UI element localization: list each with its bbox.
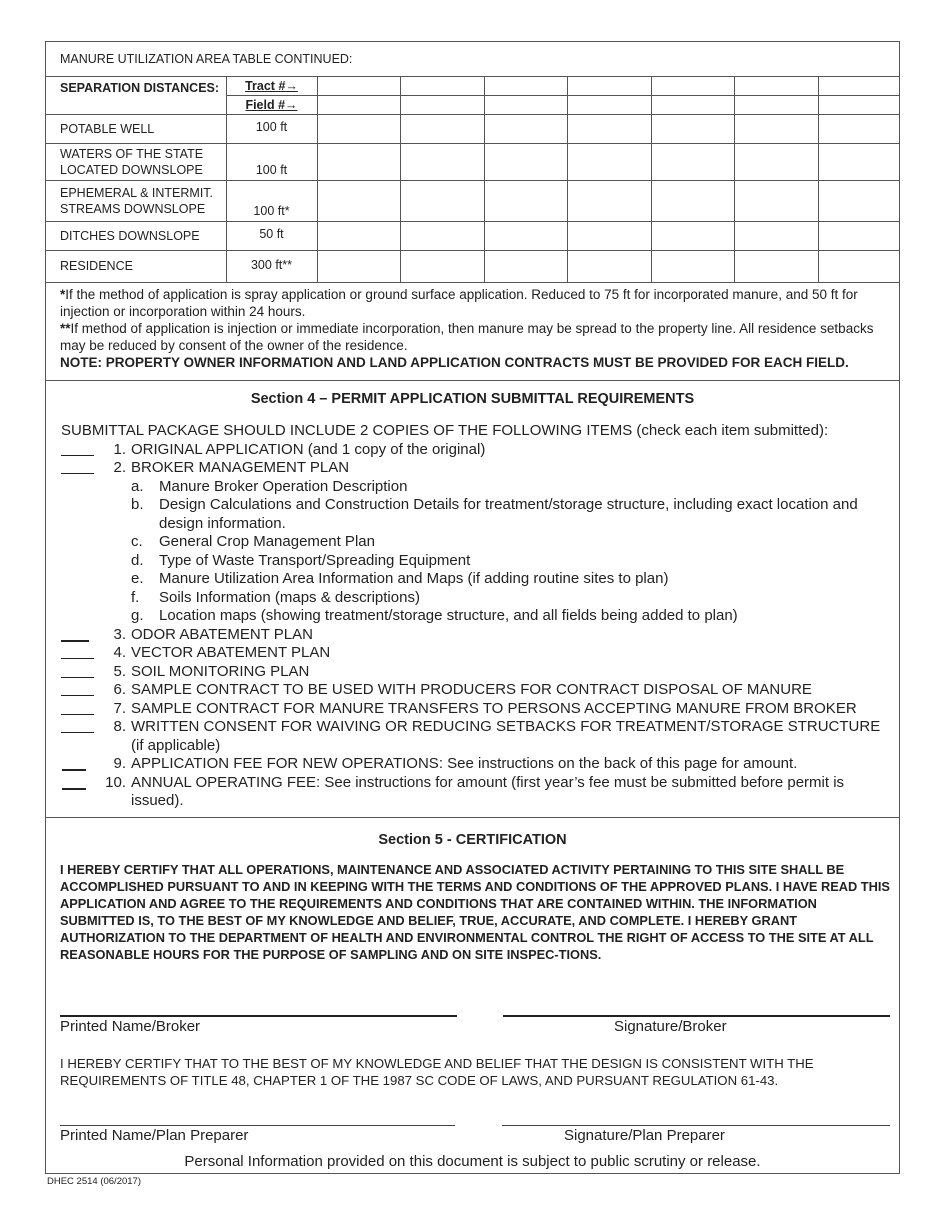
- list-item: [56, 644, 896, 663]
- item-number: 7.: [113, 699, 126, 717]
- list-item: [56, 626, 896, 645]
- field-label: Field #→: [226, 95, 317, 114]
- item-text: APPLICATION FEE FOR NEW OPERATIONS: See instructions on the back of this page for amount.: [131, 755, 798, 772]
- row-label-line: WATERS OF THE STATE: [60, 146, 204, 161]
- entry-cell[interactable]: [818, 143, 899, 180]
- item-number: 8.: [113, 718, 126, 735]
- entry-cell[interactable]: [400, 180, 484, 221]
- row-label: POTABLE WELL: [46, 114, 226, 143]
- sub-text: Design Calculations and Construction Details for treatment/storage structure, including exact location and design information.: [159, 496, 858, 532]
- check-blank[interactable]: [61, 658, 94, 659]
- sub-item: [56, 570, 896, 589]
- printed-name-preparer-label: Printed Name/Plan Preparer: [60, 1127, 249, 1144]
- tract-label: Tract #→: [226, 76, 317, 95]
- field-cell[interactable]: [484, 95, 567, 114]
- separation-distance-table: [46, 42, 899, 283]
- item-text: ANNUAL OPERATING FEE: See instructions for amount (first year’s fee must be submitted before permit is issued).: [131, 773, 845, 809]
- entry-cell[interactable]: [734, 250, 818, 282]
- item-text: WRITTEN CONSENT FOR WAIVING OR REDUCING SETBACKS FOR TREATMENT/STORAGE STRUCTURE (if applicable): [131, 718, 881, 754]
- tract-cell[interactable]: [651, 76, 734, 95]
- sub-item: [56, 589, 896, 608]
- row-label: [46, 143, 226, 180]
- list-item: [56, 755, 896, 774]
- check-blank[interactable]: [61, 677, 94, 678]
- section5-title: Section 5 - CERTIFICATION: [378, 832, 567, 848]
- entry-cell[interactable]: [400, 143, 484, 180]
- entry-cell[interactable]: [567, 114, 651, 143]
- entry-cell[interactable]: [734, 180, 818, 221]
- footnotes: [60, 286, 890, 371]
- entry-cell[interactable]: [400, 221, 484, 250]
- check-blank[interactable]: [61, 695, 94, 696]
- separation-header: SEPARATION DISTANCES:: [46, 76, 226, 114]
- divider: [46, 817, 899, 818]
- section4-title: Section 4 – PERMIT APPLICATION SUBMITTAL REQUIREMENTS: [250, 391, 695, 407]
- check-blank[interactable]: [62, 769, 86, 771]
- entry-cell[interactable]: [818, 221, 899, 250]
- row-distance: 100 ft: [226, 114, 317, 143]
- field-cell[interactable]: [818, 95, 899, 114]
- row-label-line: LOCATED DOWNSLOPE: [60, 162, 203, 177]
- entry-cell[interactable]: [567, 250, 651, 282]
- certification-text: I HEREBY CERTIFY THAT ALL OPERATIONS, MAINTENANCE AND ASSOCIATED ACTIVITY PERTAINING TO THIS SITE SHALL BE ACCOMPLISHED PURSUANT TO AND IN KEEPING WITH THE TERMS AND CONDITIONS OF THE APPROVED PLANS. I HAVE READ THIS APPLICATION AND AGREE TO THE REQUIREMENTS AND CONDITIONS THAT ARE CONTAINED WITHIN. THE INFORMATION SUBMITTED IS, TO THE BEST OF MY KNOWLEDGE AND BELIEF, TRUE, ACCURATE, AND COMPLETE. I HEREBY GRANT AUTHORIZATION TO THE DEPARTMENT OF HEALTH AND ENVIRONMENTAL CONTROL THE RIGHT OF ACCESS TO THE SITE AT ALL REASONABLE HOURS FOR THE PURPOSE OF SAMPLING AND ON SITE INSPEC-TIONS.: [60, 862, 890, 962]
- field-cell[interactable]: [317, 95, 400, 114]
- row-label: RESIDENCE: [46, 250, 226, 282]
- entry-cell[interactable]: [317, 221, 400, 250]
- sub-item: [56, 478, 896, 497]
- item-number: 9.: [113, 755, 126, 772]
- footnote-2: [60, 320, 890, 354]
- signature-broker-line[interactable]: [503, 1015, 890, 1017]
- tract-cell[interactable]: [484, 76, 567, 95]
- sub-item: [56, 552, 896, 571]
- check-blank[interactable]: [62, 788, 86, 790]
- item-number: 6.: [113, 681, 126, 698]
- table-row: [46, 250, 899, 282]
- sub-text: Manure Utilization Area Information and Maps (if adding routine sites to plan): [159, 570, 669, 587]
- design-certification: I HEREBY CERTIFY THAT TO THE BEST OF MY KNOWLEDGE AND BELIEF THAT THE DESIGN IS CONSISTENT WITH THE REQUIREMENTS OF TITLE 48, CHAPTER 1 OF THE 1987 SC CODE OF LAWS, AND PURSUANT REGULATION 61-43.: [60, 1056, 814, 1088]
- entry-cell[interactable]: [317, 180, 400, 221]
- table-row: [46, 221, 899, 250]
- row-label-line: EPHEMERAL & INTERMIT.: [60, 185, 214, 200]
- footnote-text: If the method of application is spray application or ground surface application. Reduced to 75 ft for incorporated manure, and 50 ft for injection or incorporation within 24 hours.: [60, 287, 858, 319]
- list-item: [56, 700, 896, 719]
- sub-letter: b.: [131, 496, 144, 513]
- field-cell[interactable]: [400, 95, 484, 114]
- tract-cell[interactable]: [734, 76, 818, 95]
- tract-cell[interactable]: [400, 76, 484, 95]
- sub-item: [56, 607, 896, 626]
- list-item: [56, 774, 896, 811]
- item-text: ORIGINAL APPLICATION (and 1 copy of the original): [131, 440, 486, 458]
- sub-letter: e.: [131, 570, 144, 587]
- field-cell[interactable]: [734, 95, 818, 114]
- list-item: [56, 459, 896, 478]
- entry-cell[interactable]: [484, 143, 567, 180]
- submittal-list: [56, 422, 896, 811]
- privacy-notice: Personal Information provided on this document is subject to public scrutiny or release.: [184, 1153, 761, 1170]
- row-label: DITCHES DOWNSLOPE: [46, 221, 226, 250]
- entry-cell[interactable]: [734, 221, 818, 250]
- sub-letter: c.: [131, 533, 143, 550]
- entry-cell[interactable]: [734, 143, 818, 180]
- entry-cell[interactable]: [484, 114, 567, 143]
- check-blank[interactable]: [61, 473, 94, 474]
- tract-cell[interactable]: [317, 76, 400, 95]
- table-row: [46, 143, 899, 180]
- table-title: MANURE UTILIZATION AREA TABLE CONTINUED:: [46, 42, 899, 76]
- entry-cell[interactable]: [651, 180, 734, 221]
- sub-letter: a.: [131, 477, 144, 495]
- item-text: ODOR ABATEMENT PLAN: [131, 625, 313, 643]
- sub-letter: g.: [131, 607, 144, 624]
- entry-cell[interactable]: [651, 143, 734, 180]
- item-text: SOIL MONITORING PLAN: [131, 662, 310, 680]
- entry-cell[interactable]: [567, 180, 651, 221]
- sub-item: [56, 533, 896, 552]
- sub-text: Type of Waste Transport/Spreading Equipment: [159, 551, 471, 569]
- table-row: [46, 114, 899, 143]
- item-number: 1.: [113, 440, 126, 458]
- entry-cell[interactable]: [651, 250, 734, 282]
- printed-name-preparer-line[interactable]: [60, 1125, 455, 1126]
- entry-cell[interactable]: [651, 221, 734, 250]
- entry-cell[interactable]: [818, 180, 899, 221]
- item-text: SAMPLE CONTRACT TO BE USED WITH PRODUCERS FOR CONTRACT DISPOSAL OF MANURE: [131, 681, 812, 698]
- entry-cell[interactable]: [734, 114, 818, 143]
- printed-name-broker-line[interactable]: [60, 1015, 457, 1017]
- item-text: SAMPLE CONTRACT FOR MANURE TRANSFERS TO PERSONS ACCEPTING MANURE FROM BROKER: [131, 699, 857, 717]
- row-distance: 300 ft**: [226, 250, 317, 282]
- tract-cell[interactable]: [818, 76, 899, 95]
- printed-name-broker-label: Printed Name/Broker: [60, 1018, 201, 1035]
- list-item: [56, 681, 896, 700]
- row-label-line: STREAMS DOWNSLOPE: [60, 201, 206, 216]
- row-distance: 100 ft: [226, 143, 317, 180]
- entry-cell[interactable]: [484, 221, 567, 250]
- check-blank[interactable]: [61, 732, 94, 733]
- entry-cell[interactable]: [567, 143, 651, 180]
- entry-cell[interactable]: [818, 250, 899, 282]
- sub-text: General Crop Management Plan: [159, 533, 375, 550]
- field-cell[interactable]: [651, 95, 734, 114]
- entry-cell[interactable]: [818, 114, 899, 143]
- table-row: [46, 180, 899, 221]
- entry-cell[interactable]: [400, 114, 484, 143]
- submittal-intro: SUBMITTAL PACKAGE SHOULD INCLUDE 2 COPIES OF THE FOLLOWING ITEMS (check each item submitted):: [61, 422, 829, 439]
- property-owner-note: NOTE: PROPERTY OWNER INFORMATION AND LAND APPLICATION CONTRACTS MUST BE PROVIDED FOR EACH FIELD.: [60, 355, 849, 370]
- sub-text: Location maps (showing treatment/storage structure, and all fields being added to plan): [159, 607, 738, 624]
- sub-text: Soils Information (maps & descriptions): [159, 588, 420, 606]
- item-number: 10.: [105, 773, 126, 791]
- item-number: 5.: [113, 662, 126, 680]
- sub-letter: f.: [131, 588, 140, 606]
- entry-cell[interactable]: [317, 143, 400, 180]
- footnote-text: If method of application is injection or immediate incorporation, then manure may be spread to the property line. All residence setbacks may be reduced by consent of the owner of the residence.: [60, 321, 874, 353]
- check-blank[interactable]: [61, 640, 89, 642]
- entry-cell[interactable]: [400, 250, 484, 282]
- entry-cell[interactable]: [484, 250, 567, 282]
- footnote-mark: *: [60, 287, 66, 302]
- entry-cell[interactable]: [317, 114, 400, 143]
- item-number: 2.: [113, 459, 126, 476]
- item-text: VECTOR ABATEMENT PLAN: [131, 644, 331, 661]
- signature-preparer-label: Signature/Plan Preparer: [564, 1127, 725, 1144]
- entry-cell[interactable]: [317, 250, 400, 282]
- entry-cell[interactable]: [484, 180, 567, 221]
- field-cell[interactable]: [567, 95, 651, 114]
- item-text: BROKER MANAGEMENT PLAN: [131, 459, 350, 476]
- signature-broker-label: Signature/Broker: [614, 1018, 727, 1035]
- row-label: [46, 180, 226, 221]
- entry-cell[interactable]: [567, 221, 651, 250]
- check-blank[interactable]: [61, 714, 94, 715]
- sub-text: Manure Broker Operation Description: [159, 477, 408, 495]
- item-number: 4.: [113, 644, 126, 661]
- divider: [46, 380, 899, 381]
- tract-cell[interactable]: [567, 76, 651, 95]
- footnote-1: [60, 286, 890, 320]
- list-item: [56, 663, 896, 682]
- list-item: [56, 441, 896, 460]
- form-id: DHEC 2514 (06/2017): [47, 1176, 141, 1187]
- sub-letter: d.: [131, 551, 144, 569]
- row-distance: 50 ft: [226, 221, 317, 250]
- footnote-mark: **: [60, 321, 71, 336]
- entry-cell[interactable]: [651, 114, 734, 143]
- list-item: [56, 718, 896, 755]
- form-frame: [45, 41, 900, 1174]
- item-number: 3.: [113, 625, 126, 643]
- row-distance: 100 ft*: [226, 180, 317, 221]
- signature-preparer-line[interactable]: [502, 1125, 890, 1126]
- sub-item: [56, 496, 896, 533]
- check-blank[interactable]: [61, 455, 94, 456]
